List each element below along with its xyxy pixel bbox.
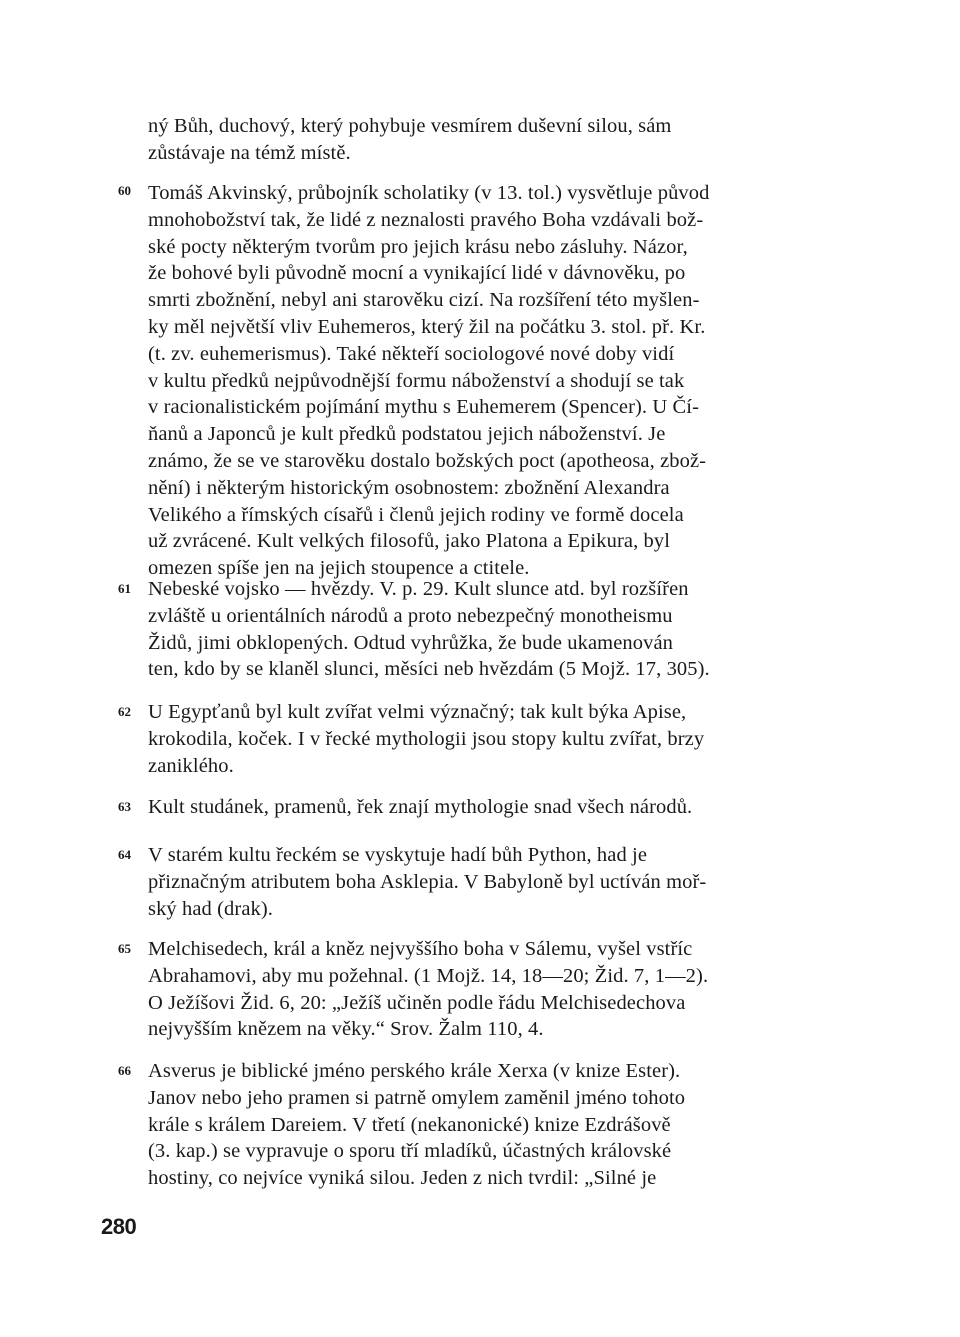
note-66-text: Asverus je biblické jméno perského krále Xerxa (v knize Ester). Janov nebo jeho pramen si patrně omylem zaměnil jméno tohoto krále s králem Dareiem. V třetí (nekanonické) knize Ezdrášově (3. kap.) se vypravuje o sporu tří mladíků, účastných královské hostiny, co nejvíce vyniká silou. Jeden z nich tvrdil: „Silné je [148,1060,686,1190]
note-64-text: V starém kultu řeckém se vyskytuje hadí bůh Python, had je přiznačným atributem boha Asklepia. V Babyloně byl uctíván moř- ský had (drak). [148,844,707,920]
note-number-62: 62 [118,704,131,719]
note-65-text: Melchisedech, král a kněz nejvyššího boha v Sálemu, vyšel vstříc Abrahamovi, aby mu požehnal. (1 Mojž. 14, 18—20; Žid. 7, 1—2). O Ježíšovi Žid. 6, 20: „Ježíš učiněn podle řádu Melchisedechova nejvyšším knězem na věky.“ Srov. Žalm 110, 4. [148,938,709,1041]
note-60-text: Tomáš Akvinský, průbojník scholatiky (v 13. tol.) vysvětluje původ mnohobožství tak, že lidé z neznalosti pravého Boha vzdávali bož- ské pocty některým tvorům pro jejich krásu nebo zásluhy. Názor, že bohové byli původně mocní a vynikající lidé v dávnověku, po smrti zbožnění, nebyl ani starověku cizí. Na rozšíření této myšlen- ky měl největší vliv Euhemeros, který žil na počátku 3. stol. př. Kr. (t. zv. euhemerismus). Také někteří sociologové nové doby vidí v kultu předků nejpůvodnější formu náboženství a shodují se tak v racionalistickém pojímání mythu s Euhemerem (Spencer). U Čí- ňanů a Japonců je kult předků podstatou jejich náboženství. Je známo, že se ve starověku dostalo božských poct (apotheosa, zbož- nění) i některým historickým osobnostem: zbožnění Alexandra Velikého a římských císařů i členů jejich rodiny ve formě docela už zvrácené. Kult velkých filosofů, jako Platona a Epikura, byl omezen spíše jen na jejich stoupence a ctitele. [148,182,710,580]
continuation-paragraph: ný Bůh, duchový, který pohybuje vesmírem duševní silou, sám zůstávaje na témž místě. [148,115,672,164]
note-number-64: 64 [118,847,131,862]
note-number-65: 65 [118,941,131,956]
note-number-66: 66 [118,1063,131,1078]
note-number-60: 60 [118,183,131,198]
note-number-61: 61 [118,581,131,596]
note-61-text: Nebeské vojsko — hvězdy. V. p. 29. Kult slunce atd. byl rozšířen zvláště u orientálních národů a proto nebezpečný monotheismu Židů, jimi obklopených. Odtud vyhrůžka, že bude ukamenován ten, kdo by se klaněl slunci, měsíci neb hvězdám (5 Mojž. 17, 305). [148,578,710,681]
page-number: 280 [101,1214,137,1239]
note-62-text: U Egypťanů byl kult zvířat velmi význačný; tak kult býka Apise, krokodila, koček. I v řecké mythologii jsou stopy kultu zvířat, brzy zaniklého. [148,701,705,777]
note-number-63: 63 [118,799,131,814]
note-63-text: Kult studánek, pramenů, řek znají mythologie snad všech národů. [148,796,693,818]
